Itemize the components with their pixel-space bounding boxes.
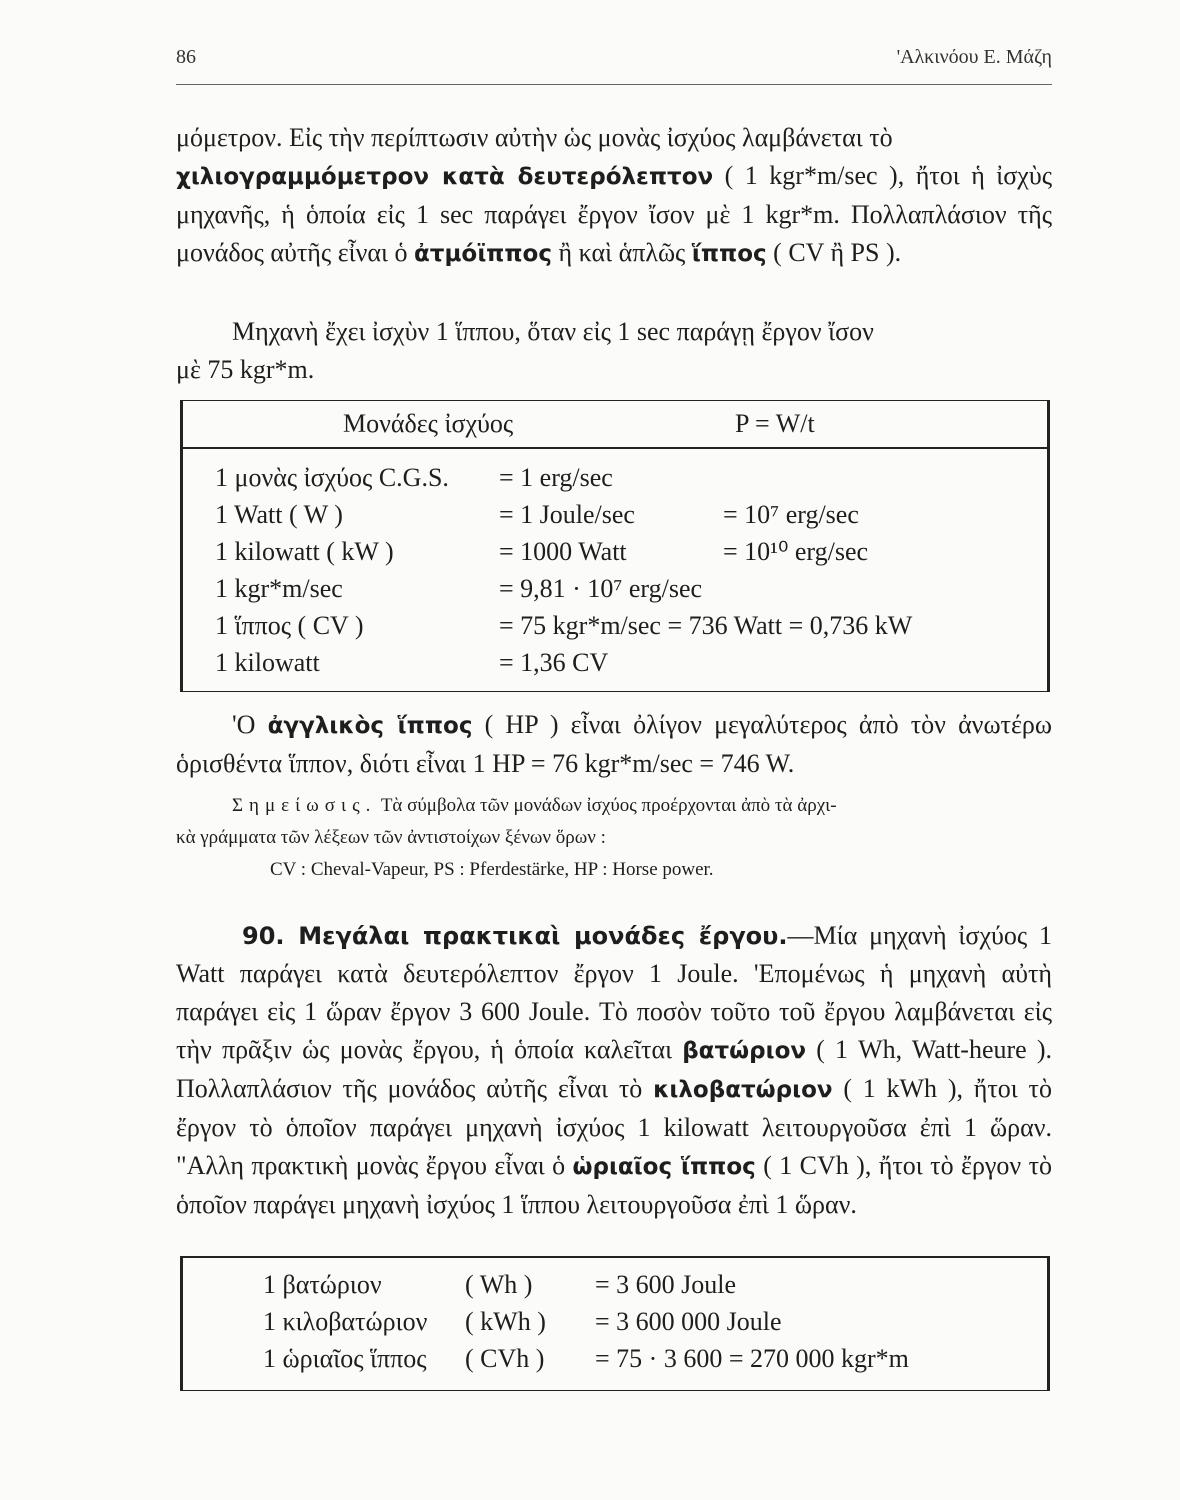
paragraph-power-units — [176, 119, 1052, 273]
row-symbol: ( CVh ) — [465, 1344, 545, 1373]
term-kilogrammeter-per-second: χιλιογραμμόμετρον κατὰ δευτερόλεπτον — [176, 164, 714, 190]
term-oriaios-ippos: ὡριαῖος ἵππος — [572, 1154, 756, 1180]
text-run: ( 1 kWh ), ἤτοι τὸ ἔργον τὸ ὁποῖον παράγει μηχανὴ ἰσχύος 1 kilowatt λειτουργοῦσα ἐπὶ 1 ὥραν. "Αλλη πρακτικὴ μονὰς ἔργου εἶναι ὁ — [176, 1074, 1052, 1180]
table-row — [183, 498, 1047, 535]
row-value: = 75 · 3 600 = 270 000 kgr*m — [595, 1344, 909, 1373]
row-unit: 1 βατώριον — [263, 1270, 382, 1299]
text-run: ἢ καὶ ἁπλῶς — [552, 238, 692, 267]
row-unit: 1 κιλοβατώριον — [263, 1307, 428, 1336]
note-block — [176, 790, 1052, 886]
row-unit: 1 μονὰς ἰσχύος C.G.S. — [215, 463, 449, 492]
section-title: 90. Μεγάλαι πρακτικαὶ μονάδες ἔργου. — [242, 922, 788, 950]
header-rule — [176, 84, 1052, 85]
table-row — [183, 1268, 1047, 1305]
term-ippos: ἵππος — [691, 241, 767, 267]
term-kilovatorion: κιλοβατώριον — [653, 1077, 833, 1103]
row-equivalent-2: = 10¹⁰ erg/sec — [723, 537, 869, 566]
paragraph-english-horsepower — [176, 706, 1052, 783]
row-equivalent: = 1000 Watt — [499, 537, 627, 566]
table-row — [183, 1305, 1047, 1342]
row-unit: 1 ὡριαῖος ἵππος — [263, 1344, 427, 1373]
row-equivalent: = 9,81 · 10⁷ erg/sec — [499, 574, 703, 603]
term-atmoippos: ἀτμόϊππος — [414, 241, 552, 267]
note-text: Τὰ σύμβολα τῶν μονάδων ἰσχύος προέρχονται ἀπὸ τὰ ἀρχι- — [376, 795, 837, 816]
text-run: 'Ο — [232, 710, 268, 739]
text-run: ( 1 CVh ), ἤτοι τὸ ἔργον τὸ ὁποῖον παράγει μηχανὴ ἰσχύος 1 ἵππου λειτουργοῦσα ἐπὶ 1 ὥραν. — [176, 1151, 1053, 1219]
note-line: κὰ γράμματα τῶν λέξεων τῶν ἀντιστοίχων ξένων ὅρων : — [176, 827, 606, 848]
table-row — [183, 609, 1047, 646]
row-equivalent: = 1 erg/sec — [499, 463, 613, 492]
row-equivalent-2: = 10⁷ erg/sec — [723, 500, 859, 529]
table-row — [183, 461, 1047, 498]
table-row — [183, 572, 1047, 609]
row-symbol: ( Wh ) — [465, 1270, 533, 1299]
row-unit: 1 kilowatt ( kW ) — [215, 537, 394, 566]
row-equivalent: = 1 Joule/sec — [499, 500, 635, 529]
term-english-horsepower: ἀγγλικὸς ἵππος — [267, 713, 473, 739]
row-symbol: ( kWh ) — [465, 1307, 546, 1336]
row-unit: 1 kgr*m/sec — [215, 574, 343, 603]
table-row — [183, 535, 1047, 572]
running-title: 'Αλκινόου Ε. Μάζη — [896, 46, 1052, 68]
row-unit: 1 Watt ( W ) — [215, 500, 343, 529]
power-table-header-left: Μονάδες ἰσχύος — [343, 409, 514, 438]
row-equivalent: = 75 kgr*m/sec = 736 Watt = 0,736 kW — [499, 611, 913, 640]
text-run: —Μία μηχανὴ ἰσχύος 1 Watt παράγει κατὰ δευτερόλεπτον ἔργον 1 Joule. 'Επομένως ἡ μηχανὴ αὐτὴ παράγει εἰς 1 ὥραν ἔργον 3 600 Joule. Τὸ ποσὸν τοῦτο τοῦ ἔργου λαμβάνεται εἰς τὴν πρᾶξιν ὡς μονὰς ἔργου, ἡ ὁποία καλεῖται — [176, 921, 1053, 1064]
page-header — [176, 38, 1052, 74]
text-run: ( 1 Wh, Watt-heure ). Πολλαπλάσιον τῆς μονάδος αὐτῆς εἶναι τὸ — [176, 1035, 1052, 1103]
row-unit: 1 kilowatt — [215, 648, 320, 677]
note-line — [176, 790, 1052, 822]
table-row — [183, 646, 1047, 683]
power-units-table — [180, 400, 1050, 692]
page-number: 86 — [176, 46, 196, 68]
section-90 — [176, 917, 1052, 1224]
work-units-table — [180, 1256, 1050, 1391]
text-run: ( CV ἢ PS ). — [766, 238, 902, 267]
table-row — [183, 1342, 1047, 1379]
paragraph-horsepower-definition: Μηχανὴ ἔχει ἰσχὺν 1 ἵππου, ὅταν εἰς 1 sec παράγῃ ἔργον ἴσον μὲ 75 kgr*m. — [176, 317, 874, 384]
note-line: CV : Cheval-Vapeur, PS : Pferdestärke, HP : Horse power. — [270, 859, 714, 880]
row-value: = 3 600 Joule — [595, 1270, 737, 1299]
power-table-header — [183, 401, 1047, 449]
text-run: ( HP ) εἶναι ὀλίγον μεγαλύτερος ἀπὸ τὸν ἀνωτέρω ὁρισθέντα ἵππον, διότι εἶναι 1 HP = 76 kgr*m/sec = 746 W. — [176, 710, 1053, 778]
row-value: = 3 600 000 Joule — [595, 1307, 782, 1336]
row-unit: 1 ἵππος ( CV ) — [215, 611, 364, 640]
row-equivalent: = 1,36 CV — [499, 648, 609, 677]
term-vatorion: βατώριον — [682, 1038, 807, 1064]
power-table-header-right: P = W/t — [735, 409, 815, 438]
text-run: ( 1 kgr*m/sec ), ἤτοι ἡ ἰσχὺς μηχανῆς, ἡ ὁποία εἰς 1 sec παράγει ἔργον ἴσον μὲ 1 kgr*m. Πολλαπλάσιον τῆς μονάδος αὐτῆς εἶναι ὁ — [176, 161, 1052, 267]
text-run: μόμετρον. Εἰς τὴν περίπτωσιν αὐτὴν ὡς μονὰς ἰσχύος λαμβάνεται τὸ — [176, 123, 893, 152]
note-label: Σημείωσις. — [232, 795, 377, 816]
